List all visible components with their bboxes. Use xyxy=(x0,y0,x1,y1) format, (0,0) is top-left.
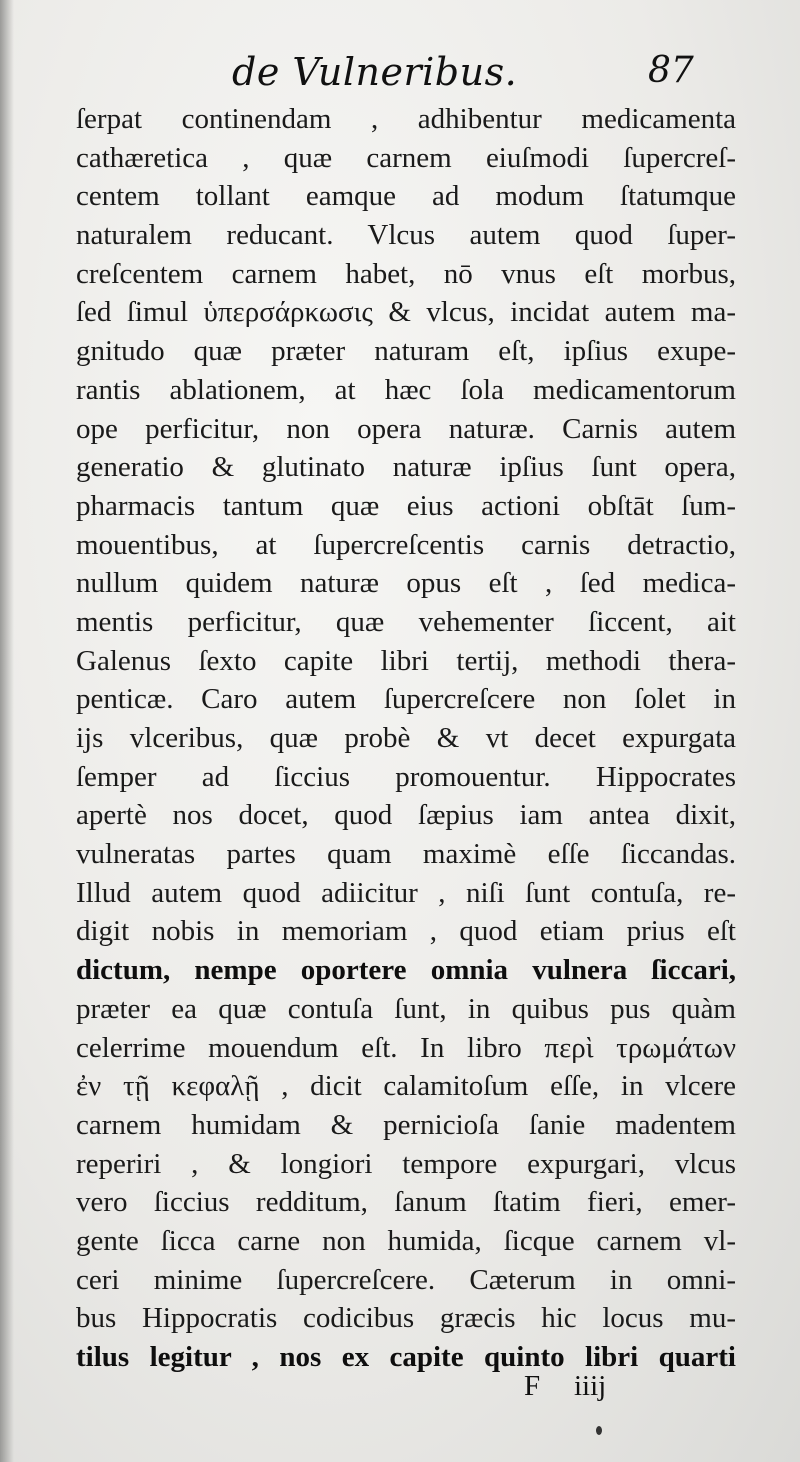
text-line: generatio & glutinato naturæ ipſius ſunt opera, xyxy=(76,451,736,484)
running-title: de Vulneribus. xyxy=(232,50,518,94)
text-line: præter ea quæ contuſa ſunt, in quibus pus quàm xyxy=(76,992,736,1025)
text-line: bus Hippocratis codicibus græcis hic locus mu- xyxy=(76,1302,736,1335)
body-text xyxy=(76,100,736,1377)
running-head xyxy=(0,50,800,100)
text-line: ijs vlceribus, quæ probè & vt decet expurgata xyxy=(76,722,736,754)
text-line: vulneratas partes quam maximè eſſe ſiccandas. xyxy=(76,838,736,871)
text-line: penticæ. Caro autem ſupercreſcere non ſolet in xyxy=(76,683,736,716)
text-line: naturalem reducant. Vlcus autem quod ſuper- xyxy=(76,219,736,252)
text-line: apertè nos docet, quod ſæpius iam antea dixit, xyxy=(76,799,736,832)
text-line: gnitudo quæ præter naturam eſt, ipſius exupe- xyxy=(76,335,736,368)
page-gutter-shadow xyxy=(0,0,14,1462)
text-line: creſcentem carnem habet, nō vnus eſt morbus, xyxy=(76,257,736,290)
text-line: ope perficitur, non opera naturæ. Carnis autem xyxy=(76,412,736,445)
text-line: rantis ablationem, at hæc ſola medicamentorum xyxy=(76,373,736,406)
text-line: celerrime mouendum eſt. In libro περὶ τρωμάτων xyxy=(76,1031,736,1064)
ink-speck xyxy=(596,1426,602,1435)
text-line: ſemper ad ſiccius promouentur. Hippocrates xyxy=(76,760,736,793)
text-line: digit nobis in memoriam , quod etiam prius eſt xyxy=(76,915,736,948)
text-line: centem tollant eamque ad modum ſtatumque xyxy=(76,180,736,213)
text-line: ceri minime ſupercreſcere. Cæterum in omni- xyxy=(76,1263,736,1296)
text-line: ἐν τῇ κεφαλῇ , dicit calamitoſum eſſe, in vlcere xyxy=(76,1070,736,1103)
page-number: 87 xyxy=(648,50,694,91)
text-line: vero ſiccius redditum, ſanum ſtatim fieri, emer- xyxy=(76,1186,736,1219)
text-line: ſerpat continendam , adhibentur medicamenta xyxy=(76,103,736,135)
text-line: reperiri , & longiori tempore expurgari, vlcus xyxy=(76,1147,736,1180)
text-line: carnem humidam & pernicioſa ſanie madentem xyxy=(76,1108,736,1141)
text-line: cathæretica , quæ carnem eiuſmodi ſupercreſ- xyxy=(76,141,736,174)
text-line: tilus legitur , nos ex capite quinto libri quarti xyxy=(76,1341,736,1373)
text-line: nullum quidem naturæ opus eſt , ſed medica- xyxy=(76,567,736,600)
signature-number: iiij xyxy=(574,1370,607,1402)
signature-mark: F xyxy=(524,1370,541,1402)
text-line: dictum, nempe oportere omnia vulnera ſiccari, xyxy=(76,954,736,987)
text-line: gente ſicca carne non humida, ſicque carnem vl- xyxy=(76,1224,736,1257)
text-line: mentis perficitur, quæ vehementer ſiccent, ait xyxy=(76,605,736,638)
footer xyxy=(0,1370,800,1410)
text-line: pharmacis tantum quæ eius actioni obſtāt ſum- xyxy=(76,489,736,522)
text-line: Galenus ſexto capite libri tertij, methodi thera- xyxy=(76,644,736,677)
text-line: mouentibus, at ſupercreſcentis carnis detractio, xyxy=(76,528,736,561)
text-line: Illud autem quod adiicitur , niſi ſunt contuſa, re- xyxy=(76,876,736,909)
text-line: ſed ſimul ὑπερσάρκωσις & vlcus, incidat autem ma- xyxy=(76,296,736,329)
